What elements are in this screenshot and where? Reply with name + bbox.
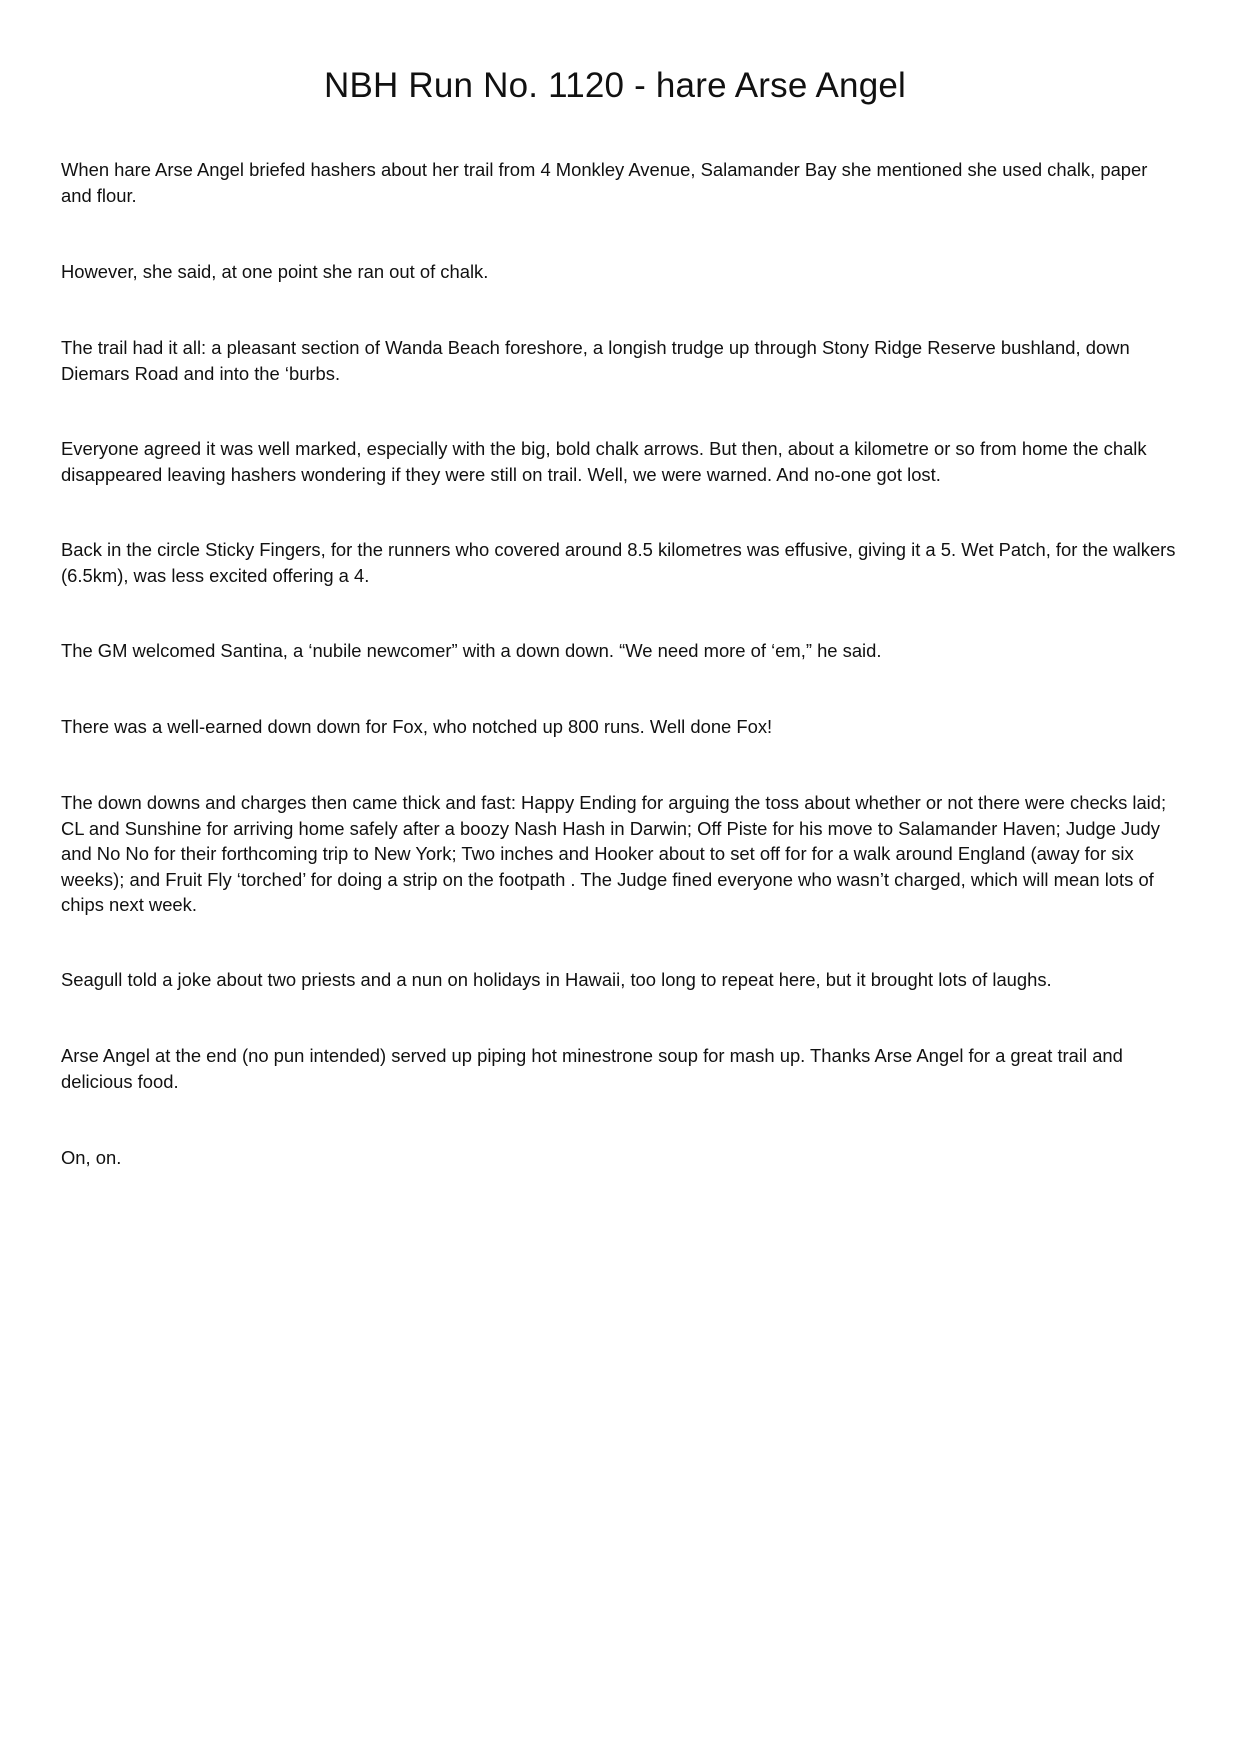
paragraph-circle-ratings: Back in the circle Sticky Fingers, for the runners who covered around 8.5 kilometres was effusive, giving it a 5. Wet Patch, for the walkers (6.5km), was less excited offering a 4. [61, 539, 1176, 586]
paragraph-ran-out-of-chalk: However, she said, at one point she ran out of chalk. [61, 261, 489, 282]
document-title: NBH Run No. 1120 - hare Arse Angel [323, 66, 907, 105]
paragraph-fox-800-runs: There was a well-earned down down for Fox, who notched up 800 runs. Well done Fox! [61, 716, 773, 737]
paragraph-down-downs-charges: The down downs and charges then came thick and fast: Happy Ending for arguing the toss about whether or not there were checks laid; CL and Sunshine for arriving home safely after a boozy Nash Hash in Darwin; Off Piste for his move to Salamander Haven; Judge Judy and No No for their forthcoming trip to New York; Two inches and Hooker about to set off for for a walk around England (away for six weeks); and Fruit Fly ‘torched’ for doing a strip on the footpath . The Judge fined everyone who wasn’t charged, which will mean lots of chips next week. [61, 792, 1167, 915]
paragraph-newcomer-welcome: The GM welcomed Santina, a ‘nubile newcomer” with a down down. “We need more of ‘em,” he said. [61, 640, 882, 661]
paragraph-seagull-joke: Seagull told a joke about two priests and a nun on holidays in Hawaii, too long to repeat here, but it brought lots of laughs. [61, 969, 1052, 990]
paragraph-sign-off: On, on. [61, 1147, 122, 1168]
paragraph-mash-up: Arse Angel at the end (no pun intended) served up piping hot minestrone soup for mash up. Thanks Arse Angel for a great trail and delicious food. [61, 1045, 1123, 1092]
paragraph-trail-marking: Everyone agreed it was well marked, especially with the big, bold chalk arrows. But then, about a kilometre or so from home the chalk disappeared leaving hashers wondering if they were still on trail. Well, we were warned. And no-one got lost. [61, 438, 1147, 485]
paragraph-trail-route: The trail had it all: a pleasant section of Wanda Beach foreshore, a longish trudge up through Stony Ridge Reserve bushland, down Diemars Road and into the ‘burbs. [61, 337, 1130, 384]
paragraph-trail-briefing: When hare Arse Angel briefed hashers about her trail from 4 Monkley Avenue, Salamander Bay she mentioned she used chalk, paper and flour. [61, 159, 1148, 206]
